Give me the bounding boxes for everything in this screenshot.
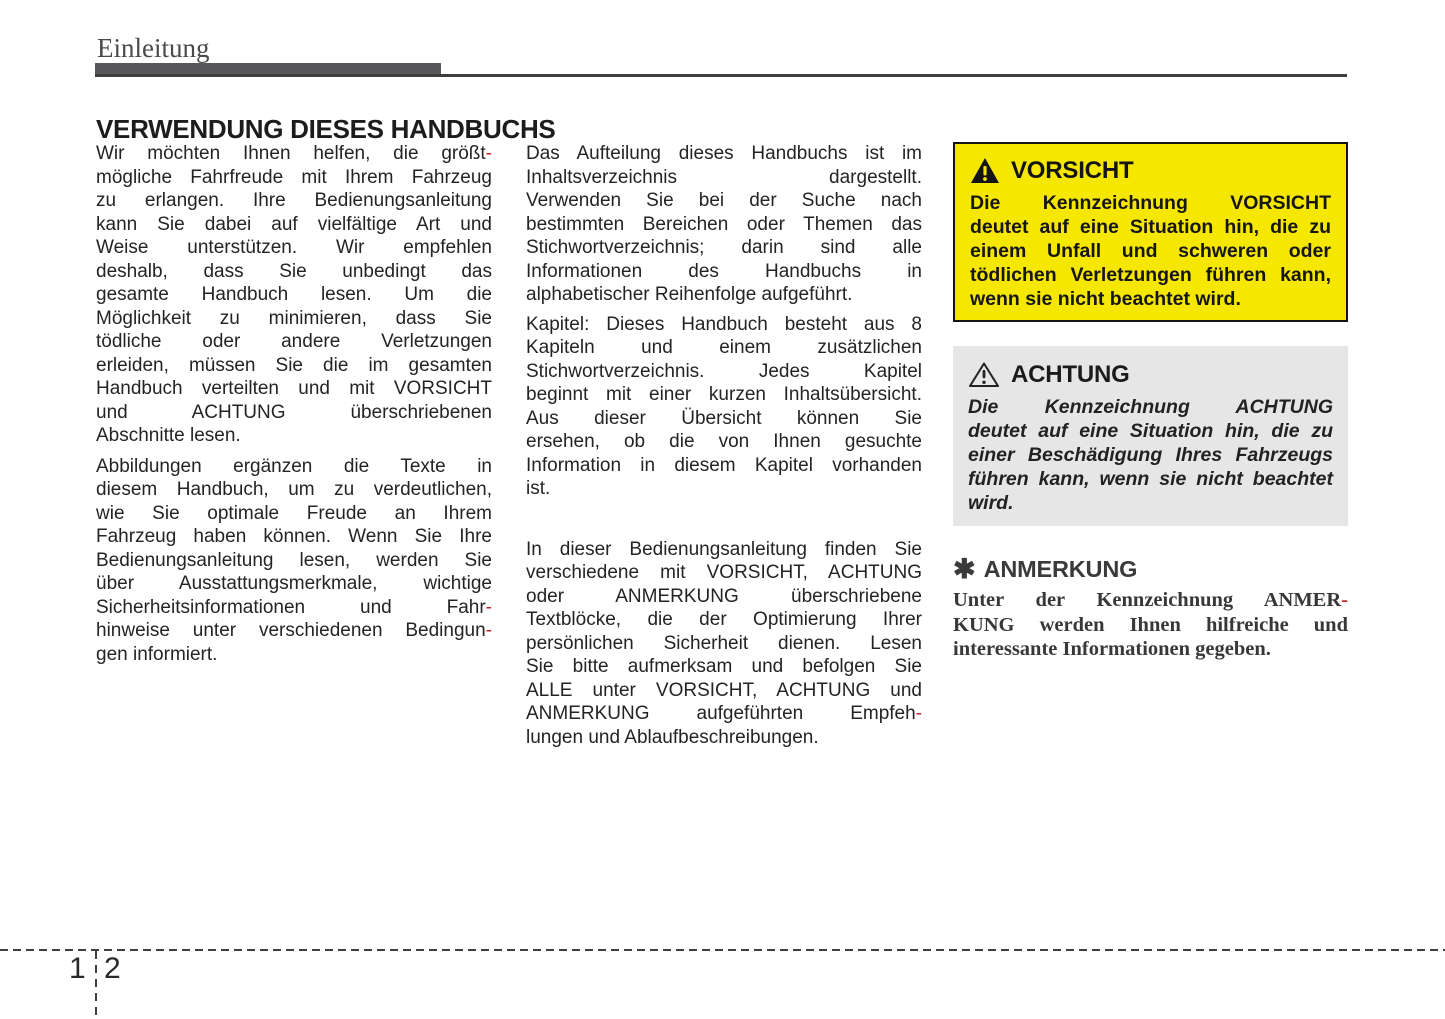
text-line: wenn sie nicht beachtet wird.	[970, 288, 1241, 310]
text-line: Unter der Kennzeichnung ANMER-	[953, 589, 1348, 611]
text-line: deutet auf eine Situation hin, die zu	[970, 216, 1331, 238]
text-line: Inhaltsverzeichnis dargestellt.	[526, 166, 922, 188]
text-line: Die Kennzeichnung VORSICHT	[970, 192, 1331, 214]
achtung-title: ACHTUNG	[1011, 360, 1130, 388]
red-hyphen: -	[485, 620, 492, 641]
paragraph	[526, 142, 922, 307]
text-line: verschiedene mit VORSICHT, ACHTUNG	[526, 562, 922, 583]
text-line: Information in diesem Kapitel vorhanden	[526, 454, 922, 476]
text-line: einer Beschädigung Ihres Fahrzeugs	[968, 444, 1333, 466]
text-line: bestimmten Bereichen oder Themen das	[526, 213, 922, 235]
text-line: wird.	[968, 492, 1014, 514]
text-line: Kapitel: Dieses Handbuch besteht aus 8	[526, 313, 922, 335]
text-line: hinweise unter verschiedenen Bedingun-	[96, 620, 492, 641]
text-line: Aus dieser Übersicht können Sie	[526, 407, 922, 429]
text-line: Fahrzeug haben können. Wenn Sie Ihre	[96, 526, 492, 547]
achtung-notice-box	[953, 346, 1348, 526]
text-line: beginnt mit einer kurzen Inhaltsübersicht.	[526, 384, 922, 405]
text-line: ANMERKUNG aufgeführten Empfeh-	[526, 703, 922, 724]
text-line: Abbildungen ergänzen die Texte in	[96, 455, 492, 477]
text-line: deshalb, dass Sie unbedingt das	[96, 260, 492, 282]
callout-column	[953, 142, 1348, 662]
achtung-body	[968, 395, 1333, 515]
text-column-1	[96, 142, 492, 666]
text-line: ALLE unter VORSICHT, ACHTUNG und	[526, 679, 922, 701]
footer-vertical-dashed-rule	[95, 951, 97, 1019]
text-line: interessante Informationen gegeben.	[953, 638, 1271, 660]
text-line: Verwenden Sie bei der Suche nach	[526, 190, 922, 211]
text-line: Sicherheitsinformationen und Fahr-	[96, 596, 492, 618]
text-line: Weise unterstützen. Wir empfehlen	[96, 237, 492, 258]
page-title: VERWENDUNG DIESES HANDBUCHS	[96, 114, 556, 145]
text-line: Informationen des Handbuchs in	[526, 260, 922, 282]
text-line: oder ANMERKUNG überschriebene	[526, 585, 922, 607]
text-line: ersehen, ob die von Ihnen gesuchte	[526, 431, 922, 452]
vorsicht-caution-box	[953, 142, 1348, 322]
anmerkung-title-row	[953, 556, 1348, 583]
anmerkung-body	[953, 588, 1348, 662]
chapter-number: 1	[69, 952, 86, 985]
text-line: Sie bitte aufmerksam und befolgen Sie	[526, 656, 922, 677]
vorsicht-title: VORSICHT	[1011, 156, 1134, 184]
text-line: gen informiert.	[96, 643, 218, 665]
text-line: tödliche oder andere Verletzungen	[96, 331, 492, 352]
text-line: Möglichkeit zu minimieren, dass Sie	[96, 307, 492, 329]
text-line: persönlichen Sicherheit dienen. Lesen	[526, 632, 922, 654]
text-line: Stichwortverzeichnis; darin sind alle	[526, 237, 922, 258]
red-hyphen: -	[915, 703, 922, 724]
asterisk-icon: ✱	[953, 554, 976, 584]
text-line: KUNG werden Ihnen hilfreiche und	[953, 613, 1348, 636]
vorsicht-title-row	[970, 157, 1331, 184]
red-hyphen: -	[485, 596, 492, 618]
text-line: kann Sie dabei auf vielfältige Art und	[96, 213, 492, 235]
text-line: deutet auf eine Situation hin, die zu	[968, 420, 1333, 442]
chapter-header-label: Einleitung	[97, 33, 210, 63]
text-line: alphabetischer Reihenfolge aufgeführt.	[526, 284, 853, 305]
text-line: diesem Handbuch, um zu verdeutlichen,	[96, 479, 492, 500]
page-number: 2	[104, 952, 121, 985]
text-line: ist.	[526, 478, 551, 499]
text-line: erleiden, müssen Sie die im gesamten	[96, 354, 492, 376]
text-line: In dieser Bedienungsanleitung finden Sie	[526, 538, 922, 560]
text-line: wie Sie optimale Freude an Ihrem	[96, 502, 492, 524]
text-line: Stichwortverzeichnis. Jedes Kapitel	[526, 360, 922, 382]
text-line: mögliche Fahrfreude mit Ihrem Fahrzeug	[96, 166, 492, 188]
text-line: lungen und Ablaufbeschreibungen.	[526, 726, 819, 748]
paragraph	[96, 142, 492, 448]
text-column-2	[526, 142, 922, 749]
paragraph	[96, 455, 492, 667]
text-line: und ACHTUNG überschriebenen	[96, 401, 492, 423]
paragraph	[526, 313, 922, 501]
text-line: führen kann, wenn sie nicht beachtet	[968, 468, 1333, 490]
vorsicht-body	[970, 191, 1331, 311]
anmerkung-title: ANMERKUNG	[983, 555, 1138, 582]
warning-triangle-outline-icon	[968, 361, 1000, 388]
red-hyphen: -	[1341, 589, 1348, 611]
paragraph	[526, 538, 922, 750]
text-line: tödlichen Verletzungen führen kann,	[970, 264, 1331, 286]
text-line: zu erlangen. Ihre Bedienungsanleitung	[96, 190, 492, 211]
text-line: Kapiteln und einem zusätzlichen	[526, 337, 922, 358]
text-line: Wir möchten Ihnen helfen, die größt-	[96, 143, 492, 164]
text-line: gesamte Handbuch lesen. Um die	[96, 284, 492, 305]
text-line: Die Kennzeichnung ACHTUNG	[968, 396, 1333, 418]
text-line: Bedienungsanleitung lesen, werden Sie	[96, 549, 492, 571]
footer-horizontal-dashed-rule	[0, 949, 1445, 951]
text-line: Textblöcke, die der Optimierung Ihrer	[526, 609, 922, 630]
text-line: Das Aufteilung dieses Handbuchs ist im	[526, 143, 922, 164]
text-line: Handbuch verteilten und mit VORSICHT	[96, 378, 492, 399]
text-line: über Ausstattungsmerkmale, wichtige	[96, 573, 492, 594]
red-hyphen: -	[485, 143, 492, 164]
achtung-title-row	[968, 361, 1333, 388]
anmerkung-note	[953, 556, 1348, 662]
warning-triangle-filled-icon	[970, 157, 1000, 184]
text-line: Abschnitte lesen.	[96, 425, 241, 446]
text-line: einem Unfall und schweren oder	[970, 240, 1331, 262]
header-rule	[95, 74, 1347, 77]
